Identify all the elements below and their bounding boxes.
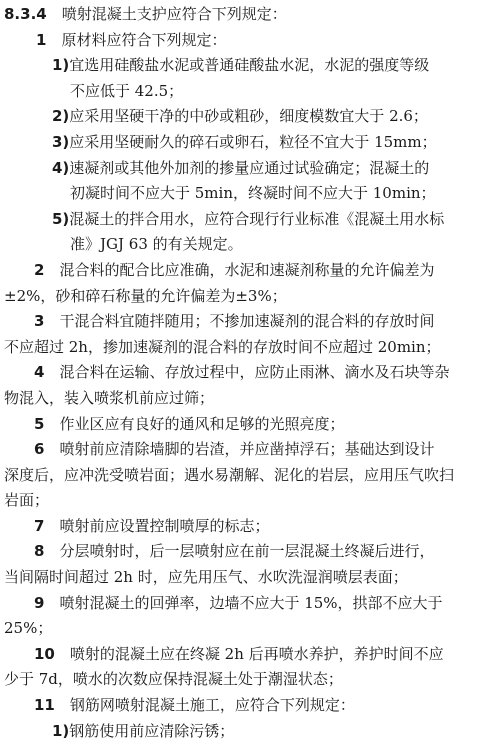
text-line <box>0 539 493 565</box>
clause-number: 4) <box>52 158 70 177</box>
clause-number: 1) <box>52 721 70 740</box>
document-page <box>0 2 493 744</box>
clause-text: 混凝土的拌合用水，应符合现行行业标准《混凝土用水标 <box>69 209 445 228</box>
text-line <box>0 463 493 489</box>
text-line <box>0 284 493 310</box>
clause-number: 11 <box>34 696 55 715</box>
clause-text: 物混入，装入喷浆机前应过筛； <box>4 388 215 407</box>
clause-text: 原材料应符合下列规定： <box>61 30 227 49</box>
text-line <box>0 79 493 105</box>
clause-number: 3 <box>34 312 45 331</box>
clause-text: 应采用坚硬干净的中砂或粗砂，细度模数宜大于 2.6； <box>69 107 428 126</box>
clause-text: 深度后，应冲洗受喷岩面；遇水易潮解、泥化的岩层，应用压气吹扫 <box>4 465 455 484</box>
clause-number: 6 <box>34 440 45 459</box>
text-line <box>0 28 493 54</box>
clause-text: 25%； <box>4 619 53 638</box>
text-line <box>0 616 493 642</box>
clause-text: 宜选用硅酸盐水泥或普通硅酸盐水泥，水泥的强度等级 <box>69 56 430 75</box>
clause-number: 7 <box>34 516 45 535</box>
text-line <box>0 667 493 693</box>
text-line <box>0 488 493 514</box>
text-line <box>0 335 493 361</box>
clause-number: 5 <box>34 414 45 433</box>
clause-number: 9 <box>34 593 45 612</box>
text-line <box>0 53 493 79</box>
clause-number: 1) <box>52 56 70 75</box>
clause-text: ±2%，砂和碎石称量的允许偏差为±3%； <box>4 286 287 305</box>
text-line <box>0 207 493 233</box>
text-line <box>0 258 493 284</box>
clause-number: 10 <box>34 644 55 663</box>
clause-text: 当间隔时间超过 2h 时，应先用压气、水吹洗湿润喷层表面； <box>4 568 408 587</box>
clause-number: 2) <box>52 107 70 126</box>
clause-number: 8 <box>34 542 45 561</box>
text-line <box>0 693 493 719</box>
clause-text: 混合料的配合比应准确，水泥和速凝剂称量的允许偏差为 <box>59 260 435 279</box>
clause-text: 喷射混凝土支护应符合下列规定： <box>61 5 287 23</box>
clause-text: 少于 7d，喷水的次数应保持混凝土处于潮湿状态； <box>4 670 343 689</box>
clause-text: 准》JGJ 63 的有关规定。 <box>70 235 243 254</box>
text-line <box>0 130 493 156</box>
text-line <box>0 232 493 258</box>
clause-text: 分层喷射时，后一层喷射应在前一层混凝土终凝后进行， <box>59 542 435 561</box>
clause-text: 应采用坚硬耐久的碎石或卵石，粒径不宜大于 15mm； <box>69 132 437 151</box>
text-line <box>0 386 493 412</box>
clause-text: 喷射前应清除墙脚的岩渣，并应凿掉浮石；基础达到设计 <box>59 440 435 459</box>
text-line <box>0 2 493 28</box>
clause-text: 作业区应有良好的通风和足够的光照亮度； <box>59 414 345 433</box>
text-line <box>0 591 493 617</box>
clause-number: 2 <box>34 260 45 279</box>
text-line <box>0 360 493 386</box>
clause-text: 喷射前应设置控制喷厚的标志； <box>59 516 270 535</box>
text-line <box>0 642 493 668</box>
text-line <box>0 156 493 182</box>
text-line <box>0 104 493 130</box>
clause-text: 钢筋使用前应清除污锈； <box>69 721 235 740</box>
clause-text: 钢筋网喷射混凝土施工，应符合下列规定： <box>69 696 355 715</box>
clause-number: 4 <box>34 363 45 382</box>
text-line <box>0 514 493 540</box>
clause-text: 不应超过 2h，掺加速凝剂的混合料的存放时间不应超过 20min； <box>4 337 441 356</box>
clause-text: 初凝时间不应大于 5min，终凝时间不应大于 10min； <box>70 184 436 203</box>
text-line <box>0 437 493 463</box>
text-line <box>0 565 493 591</box>
clause-text: 岩面； <box>4 491 50 510</box>
clause-text: 喷射混凝土的回弹率，边墙不应大于 15%，拱部不应大于 <box>59 593 443 612</box>
clause-text: 混合料在运输、存放过程中，应防止雨淋、滴水及石块等杂 <box>59 363 450 382</box>
text-line <box>0 309 493 335</box>
clause-number: 1 <box>36 30 47 49</box>
clause-number: 3) <box>52 132 70 151</box>
clause-text: 干混合料宜随拌随用；不掺加速凝剂的混合料的存放时间 <box>59 312 435 331</box>
clause-text: 不应低于 42.5； <box>70 81 184 100</box>
clause-text: 喷射的混凝土应在终凝 2h 后再喷水养护，养护时间不应 <box>69 644 444 663</box>
text-line <box>0 719 493 745</box>
clause-number: 5) <box>52 209 70 228</box>
text-line <box>0 412 493 438</box>
clause-number: 8.3.4 <box>4 5 47 23</box>
clause-text: 速凝剂或其他外加剂的掺量应通过试验确定；混凝土的 <box>69 158 430 177</box>
text-line <box>0 181 493 207</box>
